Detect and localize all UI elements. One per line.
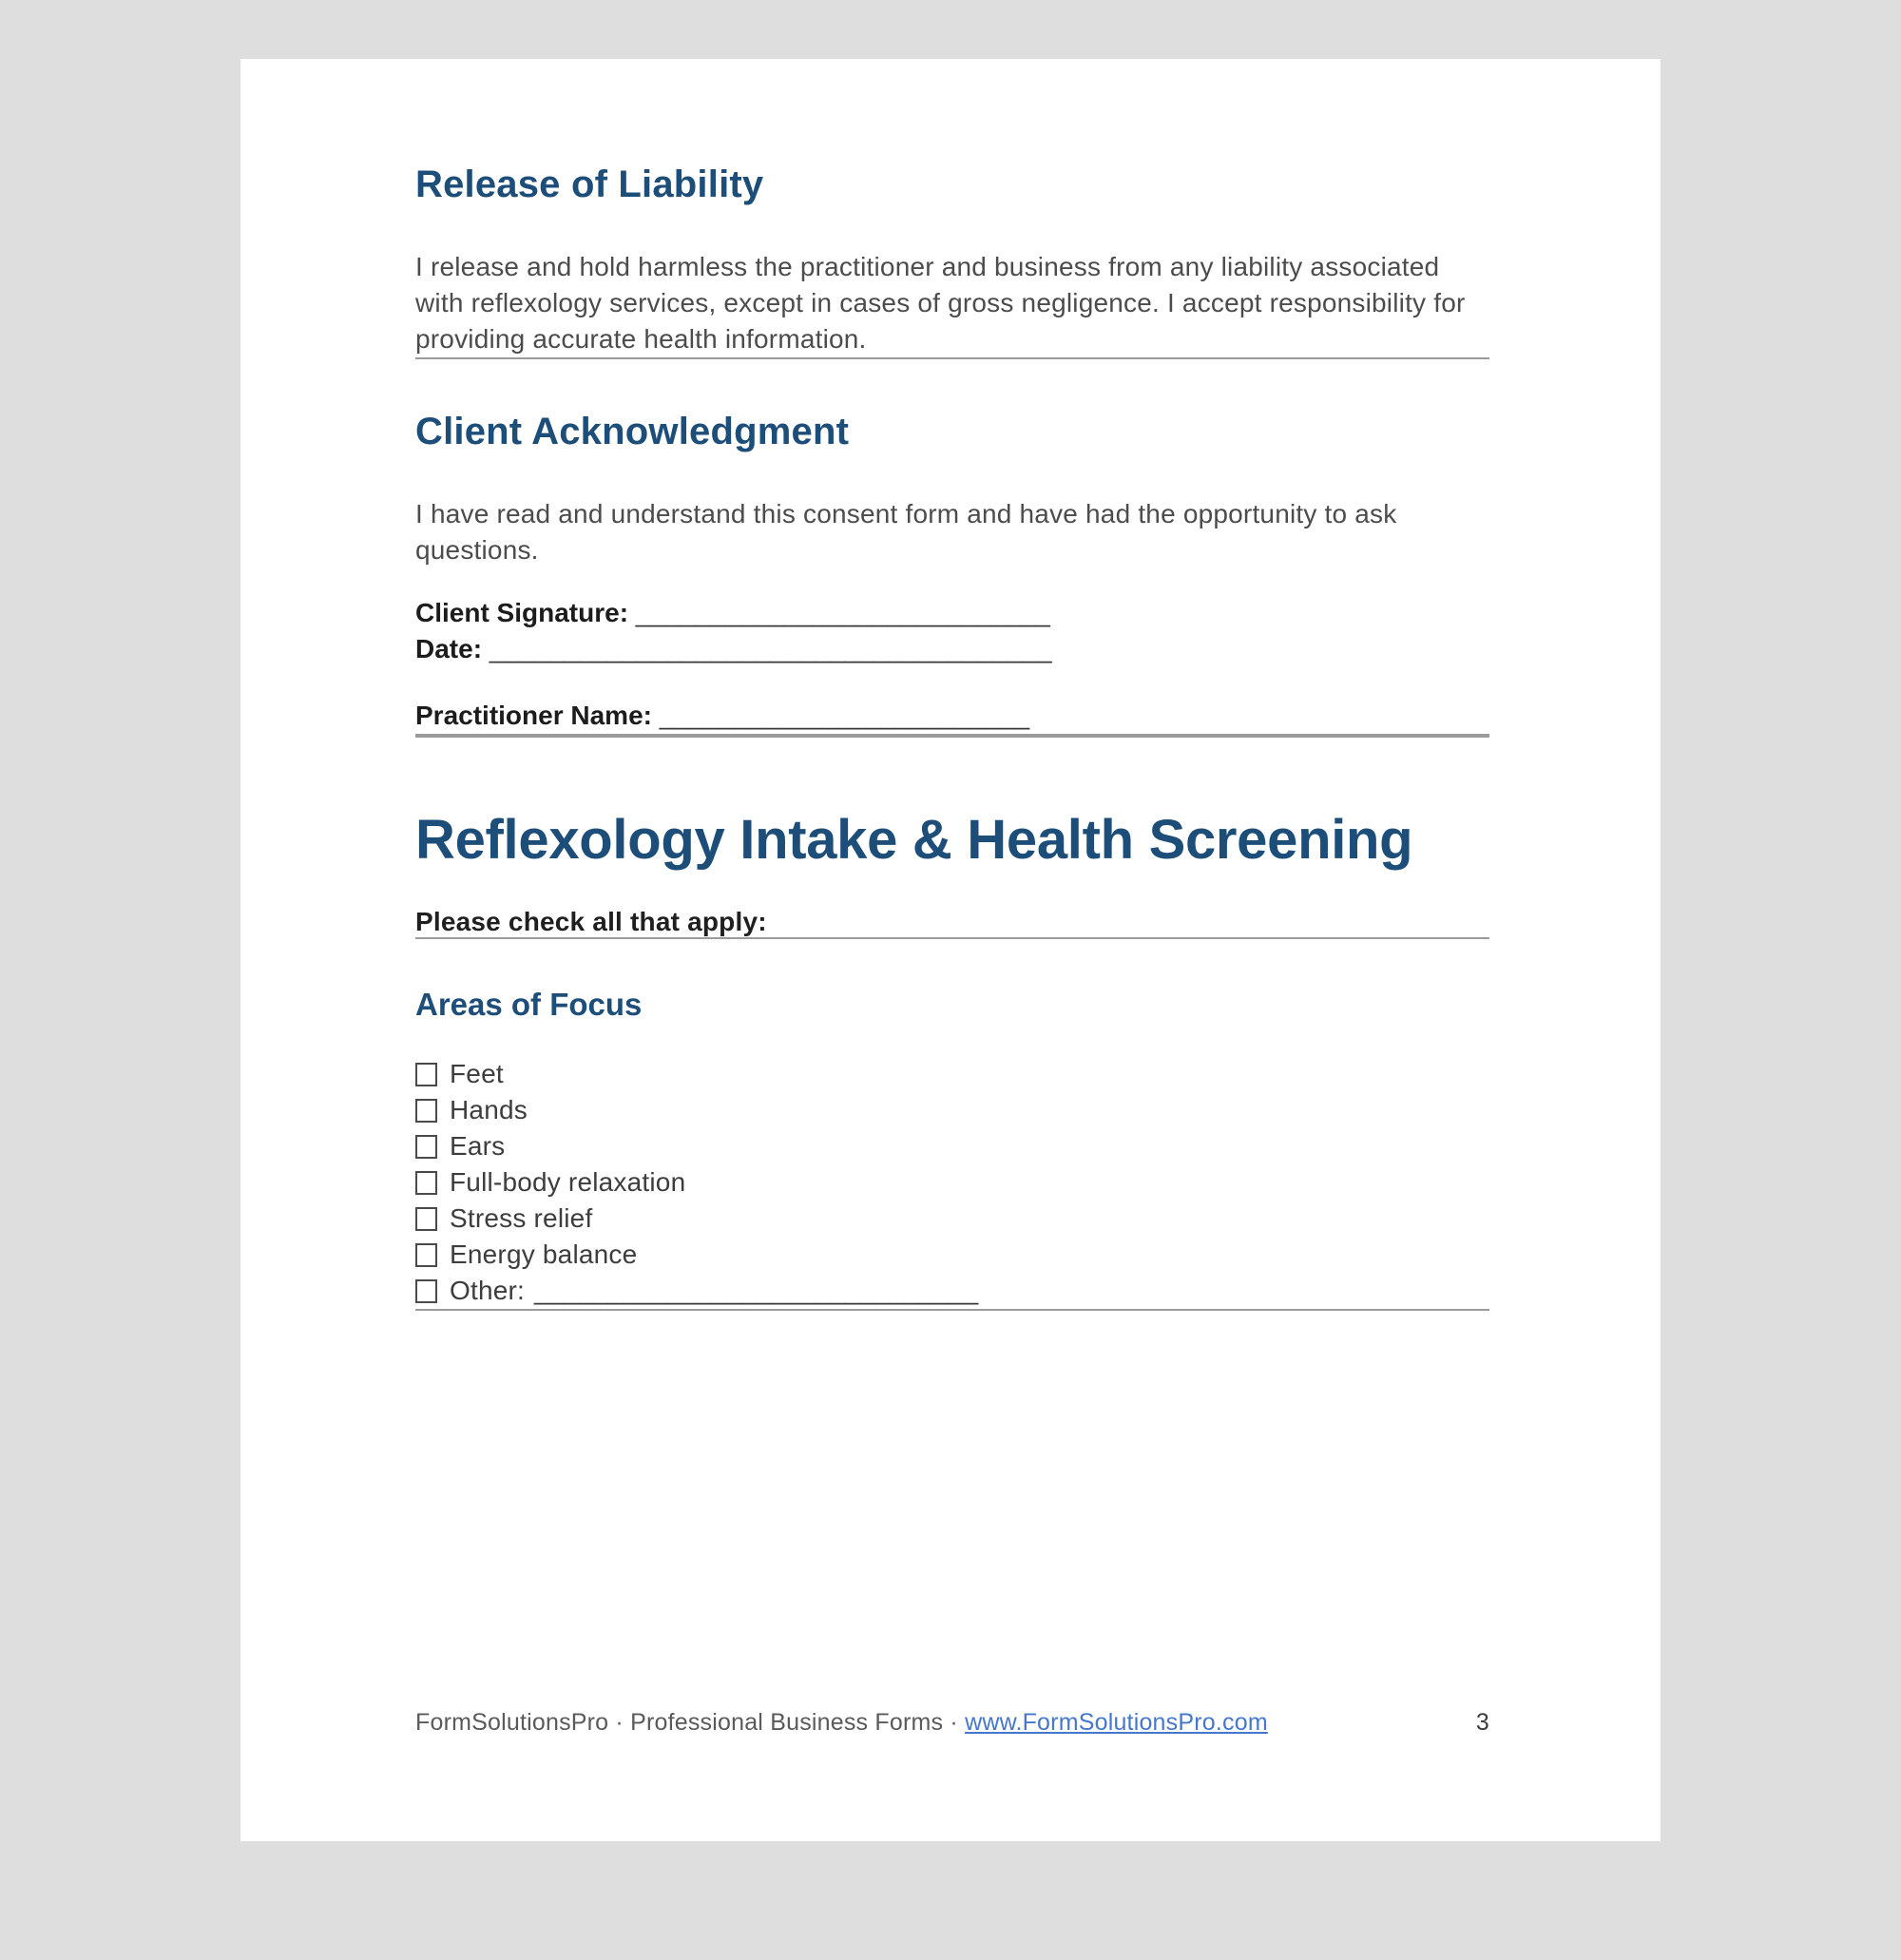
checkbox-icon[interactable] bbox=[415, 1099, 437, 1123]
checkbox-item-ears bbox=[415, 1128, 1489, 1164]
areas-of-focus-heading: Areas of Focus bbox=[415, 987, 643, 1023]
client-acknowledgment-body: I have read and understand this consent form and have had the opportunity to ask questions. bbox=[415, 499, 1397, 565]
date-line bbox=[415, 631, 1489, 667]
checkbox-label: Hands bbox=[450, 1095, 528, 1125]
check-all-instruction: Please check all that apply: bbox=[415, 907, 767, 937]
checkbox-label: Other: bbox=[450, 1276, 526, 1306]
checkbox-item-energy-balance bbox=[415, 1237, 1489, 1273]
checkbox-label: Energy balance bbox=[450, 1239, 638, 1270]
section-divider bbox=[415, 357, 1489, 359]
practitioner-name-label: Practitioner Name: bbox=[415, 701, 652, 730]
checkbox-icon[interactable] bbox=[415, 1135, 437, 1159]
checkbox-icon[interactable] bbox=[415, 1207, 437, 1231]
section-divider bbox=[415, 736, 1489, 738]
release-of-liability-heading: Release of Liability bbox=[415, 163, 764, 205]
footer-link[interactable]: www.FormSolutionsPro.com bbox=[965, 1709, 1268, 1736]
release-of-liability-body: I release and hold harmless the practitioner and business from any liability associated with reflexology services, except in cases of gross negligence. I accept responsibility for providing accurate health information. bbox=[415, 252, 1466, 354]
footer-brand-tagline: FormSolutionsPro · Professional Business Forms · bbox=[415, 1709, 958, 1736]
checkbox-item-feet bbox=[415, 1056, 1489, 1092]
checkbox-item-hands bbox=[415, 1092, 1489, 1128]
footer-text bbox=[415, 1709, 1268, 1737]
checkbox-icon[interactable] bbox=[415, 1243, 437, 1267]
client-signature-label: Client Signature: bbox=[415, 598, 629, 627]
date-label: Date: bbox=[415, 634, 483, 663]
canvas-background bbox=[0, 59, 1901, 1960]
checkbox-icon[interactable] bbox=[415, 1279, 437, 1303]
other-blank: ______________________________ bbox=[534, 1276, 979, 1306]
areas-of-focus-list bbox=[415, 1056, 1489, 1309]
section-divider bbox=[415, 937, 1489, 939]
practitioner-name-blank: _________________________ bbox=[659, 701, 1030, 730]
client-signature-blank: ____________________________ bbox=[635, 598, 1050, 627]
checkbox-label: Feet bbox=[450, 1059, 504, 1089]
date-blank: ______________________________________ bbox=[489, 634, 1052, 663]
client-signature-line bbox=[415, 595, 1489, 631]
document-page bbox=[240, 59, 1661, 1841]
section-divider bbox=[415, 1309, 1489, 1311]
checkbox-label: Stress relief bbox=[450, 1203, 593, 1234]
practitioner-name-line bbox=[415, 698, 1489, 734]
page-number: 3 bbox=[1475, 1709, 1489, 1736]
checkbox-item-other bbox=[415, 1273, 1489, 1309]
page-footer bbox=[415, 1709, 1489, 1737]
checkbox-icon[interactable] bbox=[415, 1063, 437, 1086]
signature-block bbox=[415, 595, 1489, 667]
checkbox-item-stress-relief bbox=[415, 1201, 1489, 1237]
client-acknowledgment-heading: Client Acknowledgment bbox=[415, 411, 850, 452]
checkbox-label: Full-body relaxation bbox=[450, 1167, 686, 1198]
intake-title: Reflexology Intake & Health Screening bbox=[415, 809, 1413, 871]
checkbox-icon[interactable] bbox=[415, 1171, 437, 1195]
checkbox-label: Ears bbox=[450, 1131, 506, 1162]
checkbox-item-full-body-relaxation bbox=[415, 1164, 1489, 1201]
practitioner-block bbox=[415, 698, 1489, 734]
